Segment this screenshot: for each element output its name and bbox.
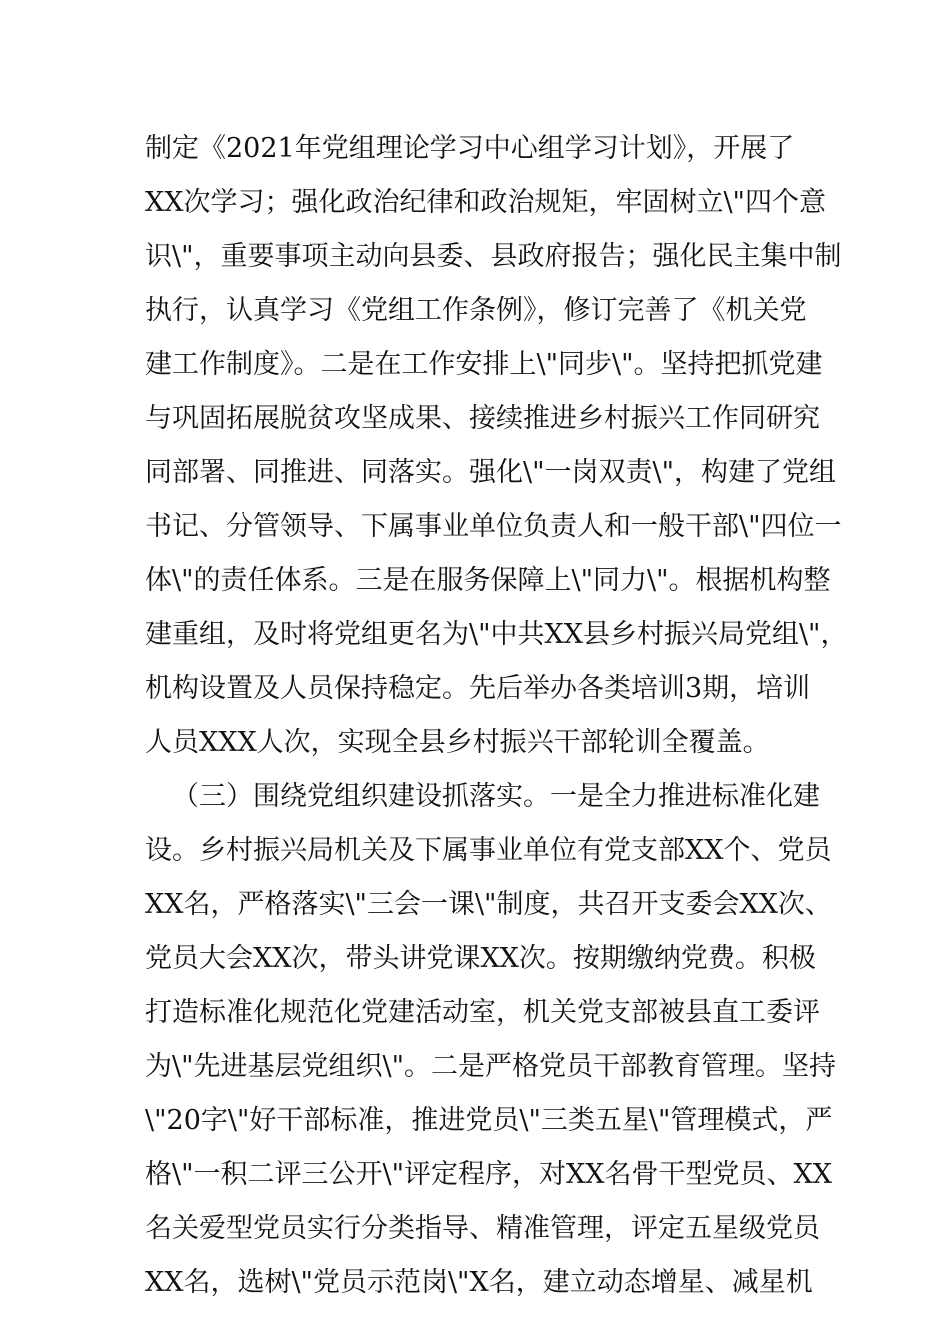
text-line-1: 制定《2021年党组理论学习中心组学习计划》，开展了: [145, 133, 795, 164]
text-line-17: 打造标准化规范化党建活动室，机关党支部被县直工委评: [145, 997, 820, 1028]
text-line-9: 体\"的责任体系。三是在服务保障上\"同力\"。根据机构整: [145, 565, 831, 596]
text-line-12: 人员XXX人次，实现全县乡村振兴干部轮训全覆盖。: [145, 727, 770, 758]
text-line-15: XX名，严格落实\"三会一课\"制度，共召开支委会XX次、: [145, 889, 832, 920]
text-line-7: 同部署、同推进、同落实。强化\"一岗双责\"，构建了党组: [145, 457, 837, 488]
text-line-22: XX名，选树\"党员示范岗\"X名，建立动态增星、减星机: [145, 1267, 813, 1298]
text-line-19: \"20字\"好干部标准，推进党员\"三类五星\"管理模式，严: [145, 1105, 833, 1136]
text-line-18: 为\"先进基层党组织\"。二是严格党员干部教育管理。坚持: [145, 1051, 837, 1082]
text-line-2: XX次学习；强化政治纪律和政治规矩，牢固树立\"四个意: [145, 187, 826, 218]
text-line-11: 机构设置及人员保持稳定。先后举办各类培训3期，培训: [145, 673, 811, 704]
text-line-10: 建重组，及时将党组更名为\"中共XX县乡村振兴局党组\"，: [145, 619, 848, 650]
text-line-6: 与巩固拓展脱贫攻坚成果、接续推进乡村振兴工作同研究: [145, 403, 820, 434]
text-line-21: 名关爱型党员实行分类指导、精准管理，评定五星级党员: [145, 1213, 820, 1244]
text-line-8: 书记、分管领导、下属事业单位负责人和一般干部\"四位一: [145, 511, 842, 542]
text-line-14: 设。乡村振兴局机关及下属事业单位有党支部XX个、党员: [145, 835, 832, 866]
text-line-3: 识\"，重要事项主动向县委、县政府报告；强化民主集中制: [145, 241, 842, 272]
section-heading-line: （三）围绕党组织建设抓落实。一是全力推进标准化建: [172, 781, 820, 812]
text-line-16: 党员大会XX次，带头讲党课XX次。按期缴纳党费。积极: [145, 943, 816, 974]
text-line-20: 格\"一积二评三公开\"评定程序，对XX名骨干型党员、XX: [145, 1159, 832, 1190]
text-line-5: 建工作制度》。二是在工作安排上\"同步\"。坚持把抓党建: [145, 349, 823, 380]
text-line-4: 执行，认真学习《党组工作条例》，修订完善了《机关党: [145, 295, 807, 326]
